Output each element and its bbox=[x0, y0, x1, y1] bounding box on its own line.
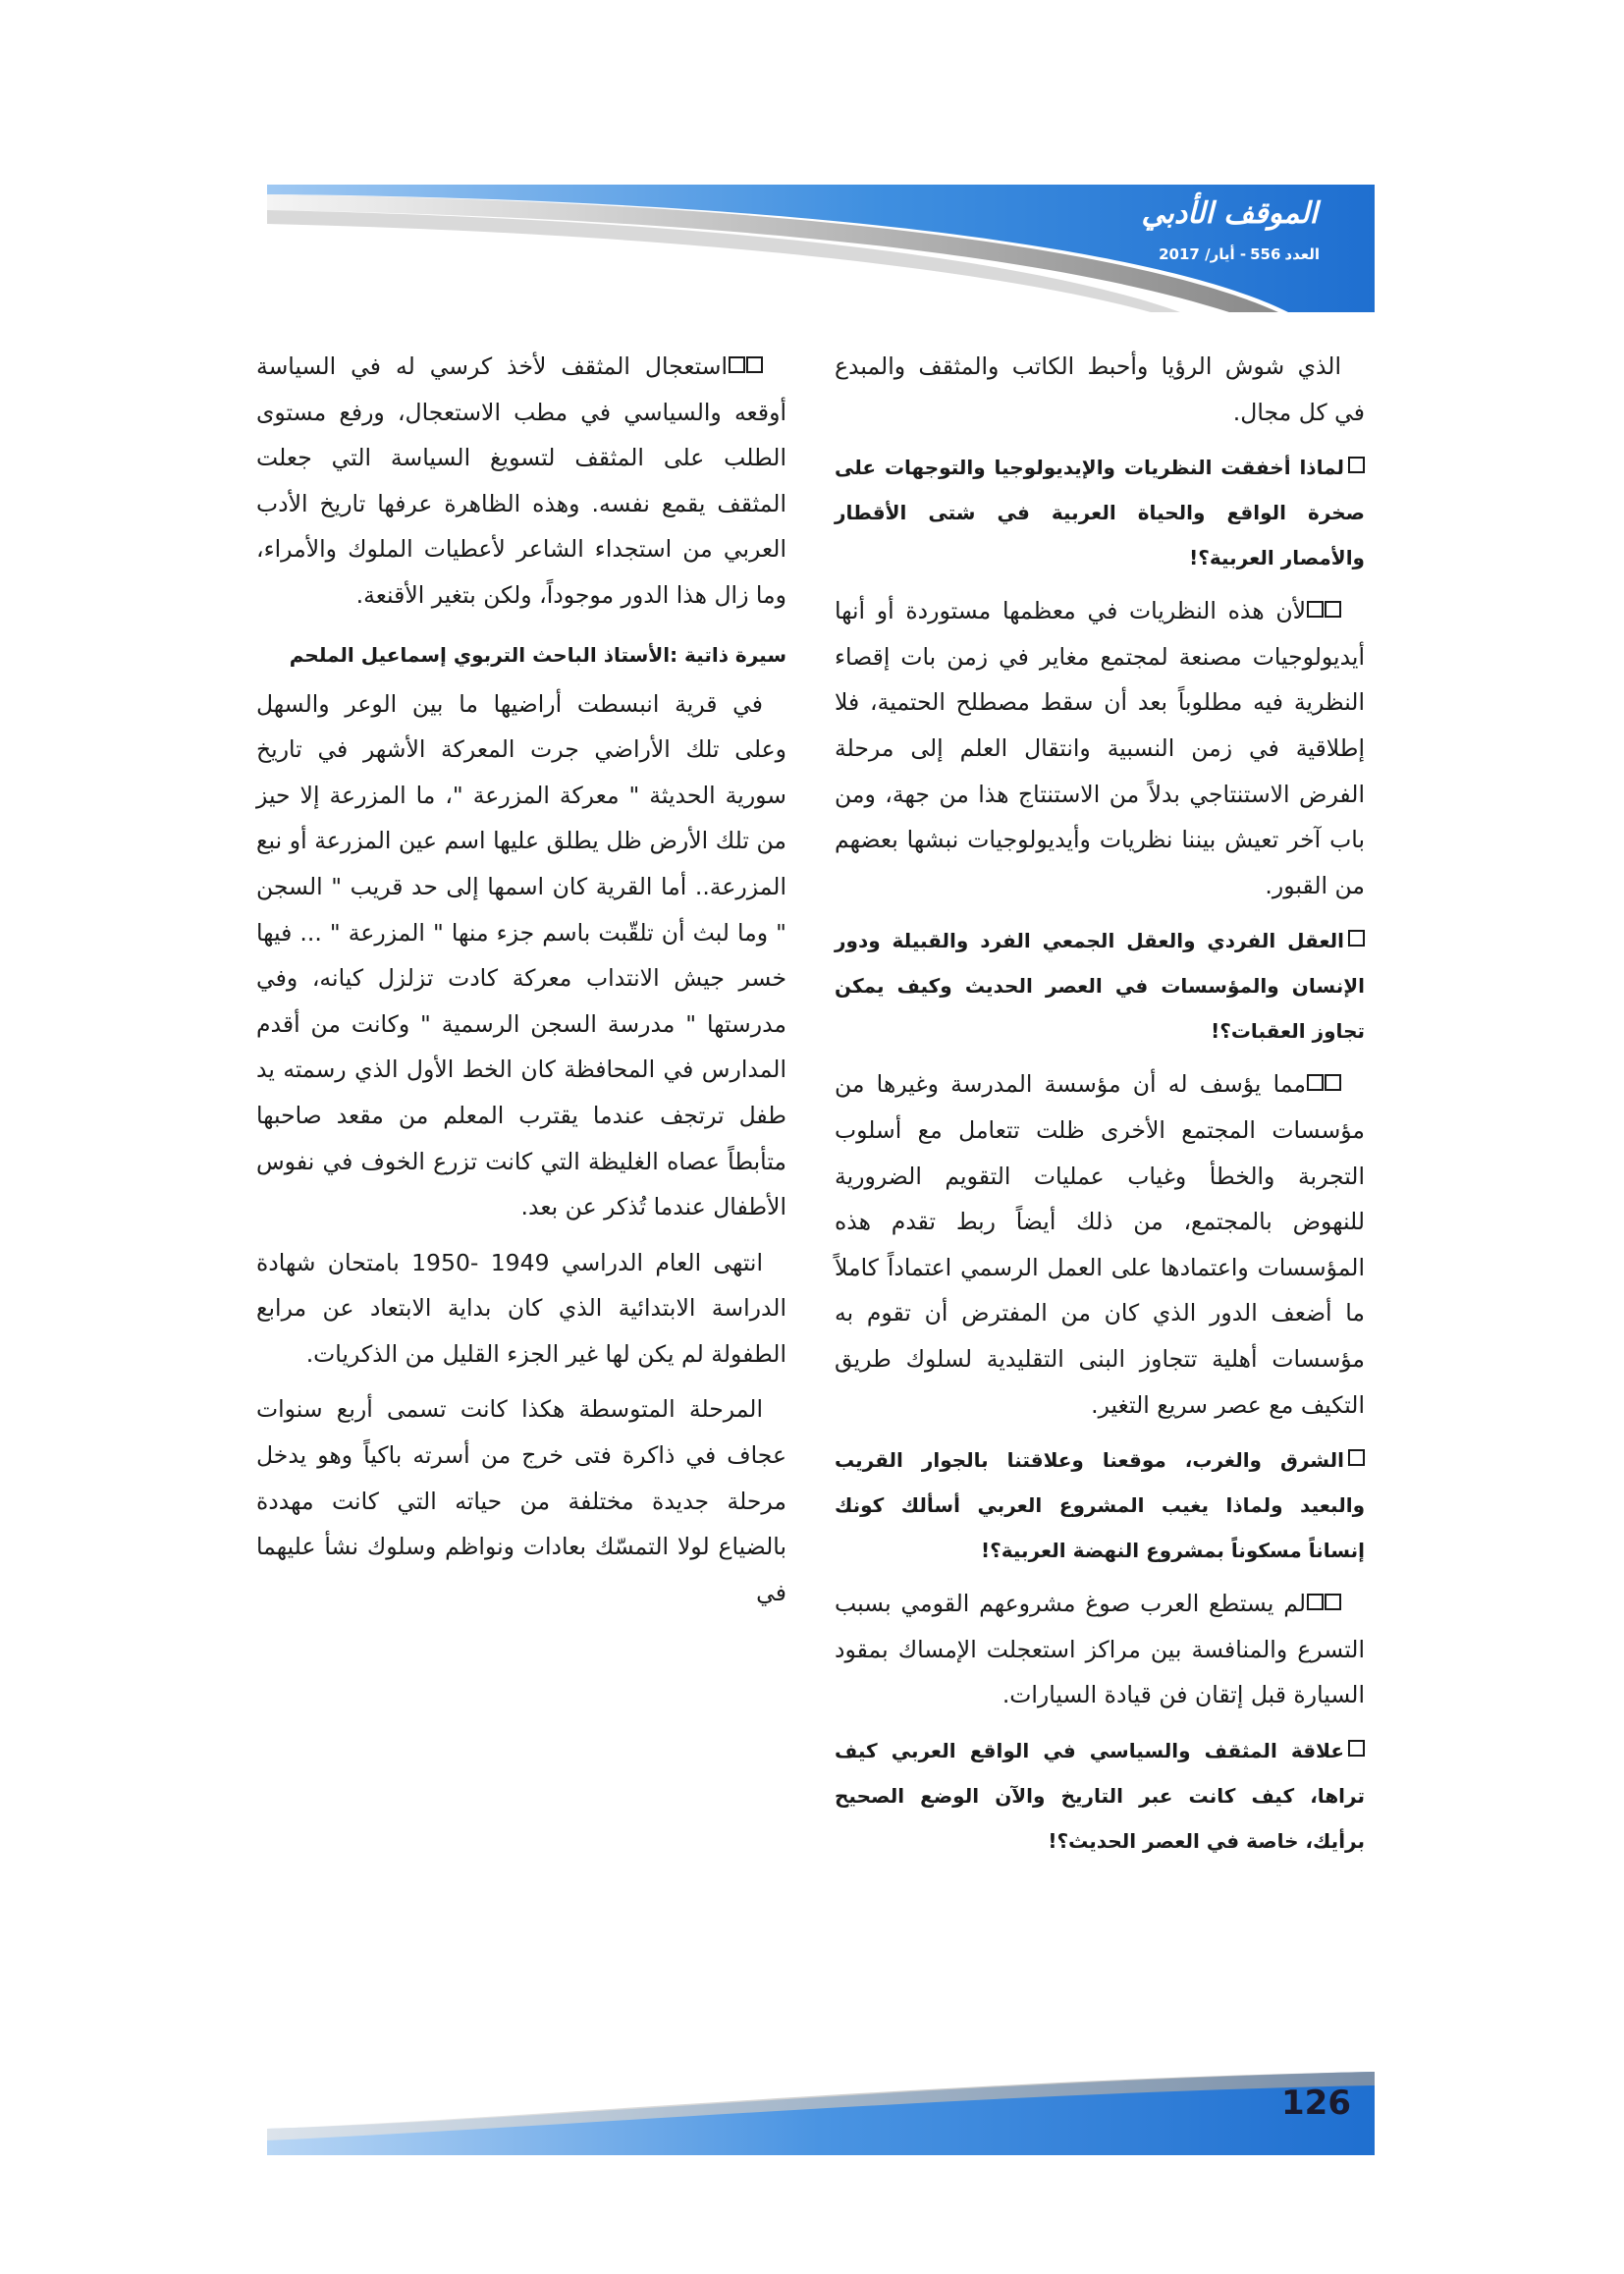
square-bullet-icon bbox=[729, 356, 745, 373]
square-bullet-icon bbox=[1348, 1740, 1365, 1757]
square-bullet-icon bbox=[1307, 601, 1324, 618]
square-bullet-icon bbox=[746, 356, 763, 373]
paragraph-text: المرحلة المتوسطة هكذا كانت تسمى أربع سنوات عجاف في ذاكرة فتى خرج من أسرته باكياً وهو يدخل مرحلة جديدة مختلفة من حياته التي كانت مهددة بالضياع لولا التمسّك بعادات ونواظم وسلوك نشأ عليهما في bbox=[256, 1395, 786, 1606]
paragraph-text: الذي شوش الرؤيا وأحبط الكاتب والمثقف والمبدع في كل مجال. bbox=[835, 352, 1365, 426]
magazine-logo: الموقف الأدبي bbox=[1141, 196, 1318, 231]
body-paragraph bbox=[256, 1386, 786, 1615]
paragraph-text: سيرة ذاتية :الأستاذ الباحث التربوي إسماعيل الملحم bbox=[289, 642, 786, 667]
paragraph-text: لماذا أخفقت النظريات والإيديولوجيا والتوجهات على صخرة الواقع والحياة العربية في شتى الأقطار والأمصار العربية؟! bbox=[835, 456, 1365, 570]
footer-banner bbox=[267, 2072, 1375, 2155]
body-paragraph bbox=[256, 681, 786, 1230]
body-paragraph bbox=[835, 344, 1365, 435]
section-heading bbox=[256, 634, 786, 676]
square-bullet-icon bbox=[1325, 1594, 1341, 1610]
square-bullet-icon bbox=[1348, 457, 1365, 473]
body-paragraph bbox=[256, 344, 786, 619]
issue-info bbox=[1155, 245, 1320, 263]
body-paragraph bbox=[835, 1061, 1365, 1428]
paragraph-text: لأن هذه النظريات في معظمها مستوردة أو أنها أيديولوجيات مصنعة لمجتمع مغاير في زمن بات إقصاء النظرية فيه مطلوباً بعد أن سقط مصطلح الحتمية، فلا إطلاقية في زمن النسبية وانتقال العلم إلى مرحلة الفرض الاستنتاجي بدلاً من الاستنتاج هذا من جهة، ومن باب آخر تعيش بيننا نظريات وأيديولوجيات نبشها بعضهم من القبور. bbox=[835, 597, 1365, 899]
paragraph-text: استعجال المثقف لأخذ كرسي له في السياسة أوقعه والسياسي في مطب الاستعجال، ورفع مستوى الطلب على المثقف لتسويغ السياسة التي جعلت المثقف يقمع نفسه. وهذه الظاهرة عرفها تاريخ الأدب العربي من استجداء الشاعر لأعطيات الملوك والأمراء، وما زال هذا الدور موجوداً، ولكن بتغير الأقنعة. bbox=[256, 352, 786, 609]
right-text-column bbox=[835, 344, 1365, 1871]
paragraph-text: لم يستطع العرب صوغ مشروعهم القومي بسبب التسرع والمنافسة بين مراكز استعجلت الإمساك بمقود السيارة قبل إتقان فن قيادة السيارات. bbox=[835, 1590, 1365, 1709]
issue-date: - أيار/ 2017 bbox=[1159, 245, 1247, 263]
paragraph-text: انتهى العام الدراسي 1949 -1950 بامتحان شهادة الدراسة الابتدائية الذي كان بداية الابتعاد عن مرابع الطفولة لم يكن لها غير الجزء القليل من الذكريات. bbox=[256, 1248, 786, 1368]
footer-swoosh bbox=[267, 2072, 1375, 2155]
body-paragraph bbox=[835, 1581, 1365, 1718]
square-bullet-icon bbox=[1325, 601, 1341, 618]
paragraph-text: في قرية انبسطت أراضيها ما بين الوعر والسهل وعلى تلك الأراضي جرت المعركة الأشهر في تاريخ سورية الحديثة " معركة المزرعة "، ما المزرعة إلا حيز من تلك الأرض ظل يطلق عليها اسم عين المزرعة أو نبع المزرعة.. أما القرية كان اسمها إلى حد قريب " السجن " وما لبث أن تلقّبت باسم جزء منها " المزرعة " ... فيها خسر جيش الانتداب معركة كادت تزلزل كيانه، وفي مدرستها " مدرسة السجن الرسمية " وكانت من أقدم المدارس في المحافظة كان الخط الأول الذي رسمته يد طفل ترتجف عندما يقترب المعلم من مقعد صاحبها متأبطاً عصاه الغليظة التي كانت تزرع الخوف في نفوس الأطفال عندما تُذكر عن بعد. bbox=[256, 689, 786, 1221]
paragraph-text: العقل الفردي والعقل الجمعي الفرد والقبيلة ودور الإنسان والمؤسسات في العصر الحديث وكيف يمكن تجاوز العقبات؟! bbox=[835, 929, 1365, 1044]
square-bullet-icon bbox=[1325, 1074, 1341, 1091]
square-bullet-icon bbox=[1307, 1074, 1324, 1091]
square-bullet-icon bbox=[1307, 1594, 1324, 1610]
paragraph-text: علاقة المثقف والسياسي في الواقع العربي كيف تراها، كيف كانت عبر التاريخ والآن الوضع الصحيح برأيك، خاصة في العصر الحديث؟! bbox=[835, 1738, 1365, 1853]
body-paragraph bbox=[835, 588, 1365, 908]
interview-question bbox=[835, 1437, 1365, 1573]
square-bullet-icon bbox=[1348, 1449, 1365, 1466]
paragraph-text: الشرق والغرب، موقعنا وعلاقتنا بالجوار القريب والبعيد ولماذا يغيب المشروع العربي أسألك كونك إنساناً مسكوناً بمشروع النهضة العربية؟! bbox=[835, 1448, 1365, 1563]
issue-label: العدد bbox=[1284, 245, 1320, 263]
page-number: 126 bbox=[1281, 2084, 1351, 2123]
issue-number: 556 bbox=[1250, 245, 1281, 263]
left-text-column bbox=[256, 344, 786, 1625]
paragraph-text: مما يؤسف له أن مؤسسة المدرسة وغيرها من مؤسسات المجتمع الأخرى ظلت تتعامل مع أسلوب التجربة والخطأ وغياب عمليات التقويم الضرورية للنهوض بالمجتمع، من ذلك أيضاً ربط تقدم هذه المؤسسات واعتمادها على العمل الرسمي اعتماداً كاملاً ما أضعف الدور الذي كان من المفترض أن تقوم به مؤسسات أهلية تتجاوز البنى التقليدية لسلوك طريق التكيف مع عصر سريع التغير. bbox=[835, 1070, 1365, 1419]
body-paragraph bbox=[256, 1240, 786, 1378]
interview-question bbox=[835, 445, 1365, 580]
interview-question bbox=[835, 1728, 1365, 1864]
square-bullet-icon bbox=[1348, 930, 1365, 947]
interview-question bbox=[835, 918, 1365, 1054]
